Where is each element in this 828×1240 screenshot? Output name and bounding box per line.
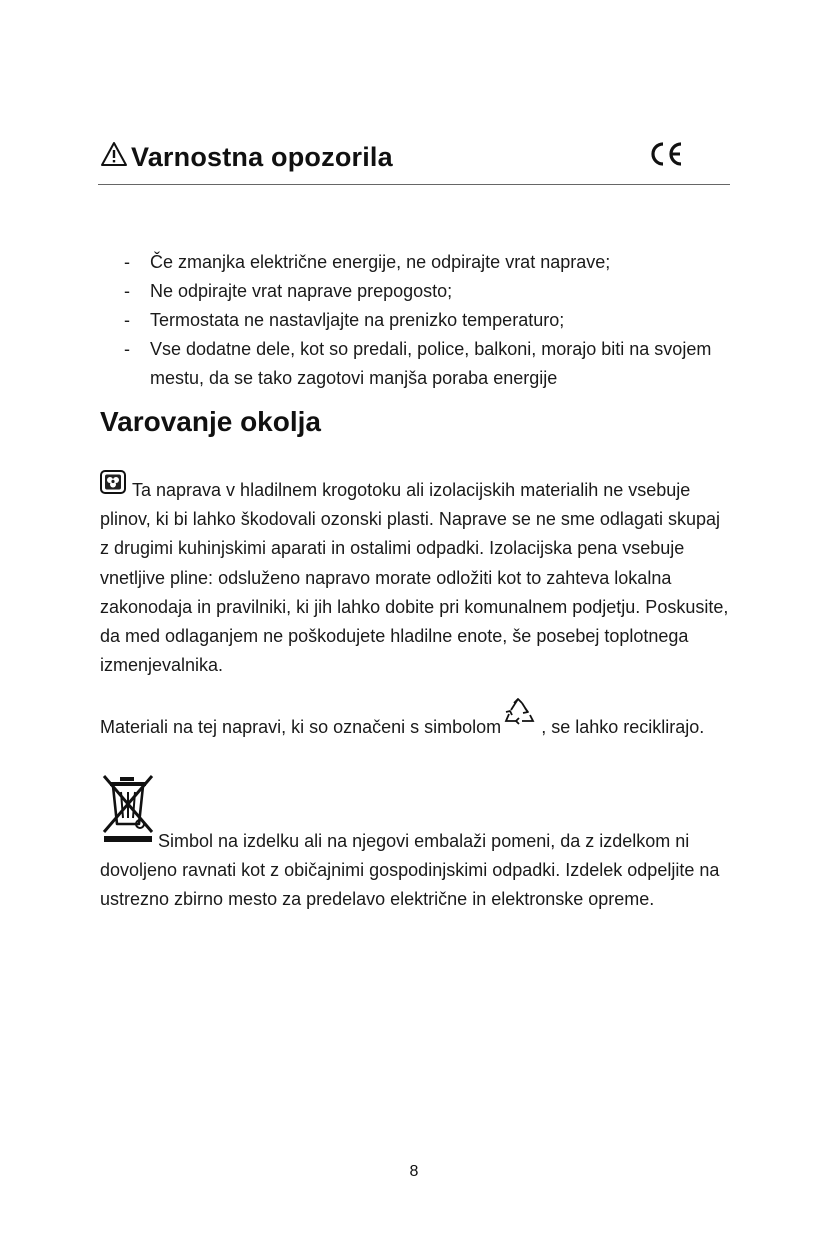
page-number: 8 (409, 1163, 419, 1180)
environment-paragraph: Ta naprava v hladilnem krogotoku ali izolacijskih materialih ne vsebuje plinov, ki bi lahko škodovali ozonski plasti. Naprave se ne sme odlagati skupaj z drugimi kuhinjskimi aparati in ostalimi odpadki. Izolacijska pena vsebuje vnetljive pline: odsluženo napravo morate odložiti kot to zahteva lokalna zakonodaja in pravilniki, ki jih lahko dobite pri komunalnem podjetju. Poskusite, da med odlaganjem ne poškodujete hladilne enote, še posebej toplotnega izmenjevalnika. (100, 470, 732, 680)
eco-flower-icon (100, 470, 126, 494)
list-item: - Vse dodatne dele, kot so predali, police, balkoni, morajo biti na svojem mestu, da se tako zagotovi manjša poraba energije (124, 339, 712, 388)
weee-paragraph: Simbol na izdelku ali na njegovi embalaži pomeni, da z izdelkom ni dovoljeno ravnati kot z običajnimi gospodinjskimi odpadki. Izdelek odpeljite na ustrezno zbirno mesto za predelavo električne in elektronske opreme. (100, 831, 720, 910)
ce-mark-icon (648, 140, 684, 168)
recycle-paragraph: Materiali na tej napravi, ki so označeni s simbolom , se lahko reciklirajo. (100, 697, 732, 742)
safety-bullet-list (100, 248, 730, 393)
list-item: - Termostata ne nastavljajte na prenizko temperaturo; (124, 310, 565, 330)
list-item: - Ne odpirajte vrat naprave prepogosto; (124, 281, 453, 301)
page-title: Varnostna opozorila (131, 142, 393, 172)
section-title-environment: Varovanje okolja (100, 406, 321, 437)
warning-triangle-icon (100, 141, 128, 167)
page-header (98, 136, 730, 185)
list-item: - Če zmanjka električne energije, ne odpirajte vrat naprave; (124, 252, 611, 272)
recycle-icon (503, 697, 535, 727)
